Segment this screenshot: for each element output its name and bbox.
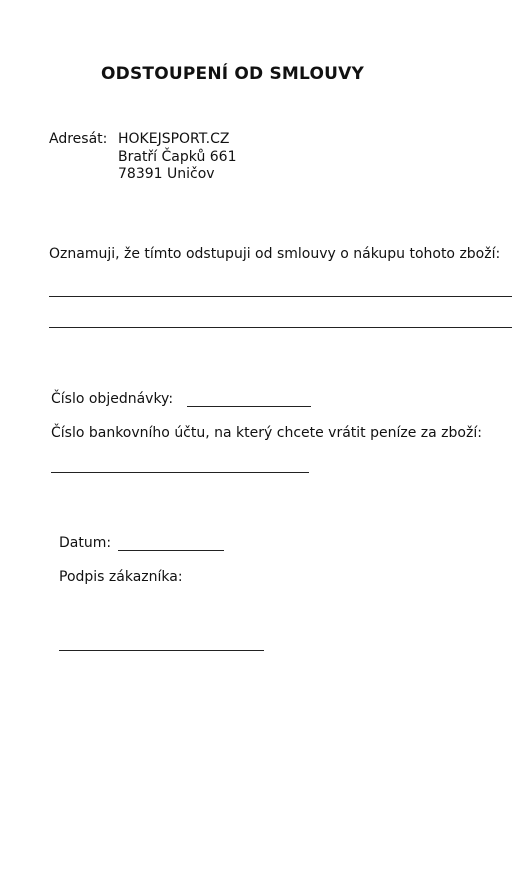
order-number-blank	[187, 406, 311, 407]
goods-blank-line-1	[49, 296, 512, 297]
date-label: Datum:	[59, 535, 112, 551]
bank-account-blank	[51, 472, 309, 473]
signature-blank	[59, 650, 264, 651]
recipient-label: Adresát:	[49, 131, 108, 147]
signature-label: Podpis zákazníka:	[59, 569, 183, 585]
order-number-label: Číslo objednávky:	[51, 391, 174, 407]
bank-account-label: Číslo bankovního účtu, na který chcete vrátit peníze za zboží:	[51, 425, 482, 441]
recipient-city: 78391 Uničov	[118, 166, 215, 182]
goods-blank-line-2	[49, 327, 512, 328]
date-blank	[118, 550, 224, 551]
recipient-street: Bratří Čapků 661	[118, 149, 237, 165]
document-title: ODSTOUPENÍ OD SMLOUVY	[101, 64, 364, 84]
withdrawal-notice: Oznamuji, že tímto odstupuji od smlouvy o nákupu tohoto zboží:	[49, 246, 501, 262]
recipient-company: HOKEJSPORT.CZ	[118, 131, 230, 147]
